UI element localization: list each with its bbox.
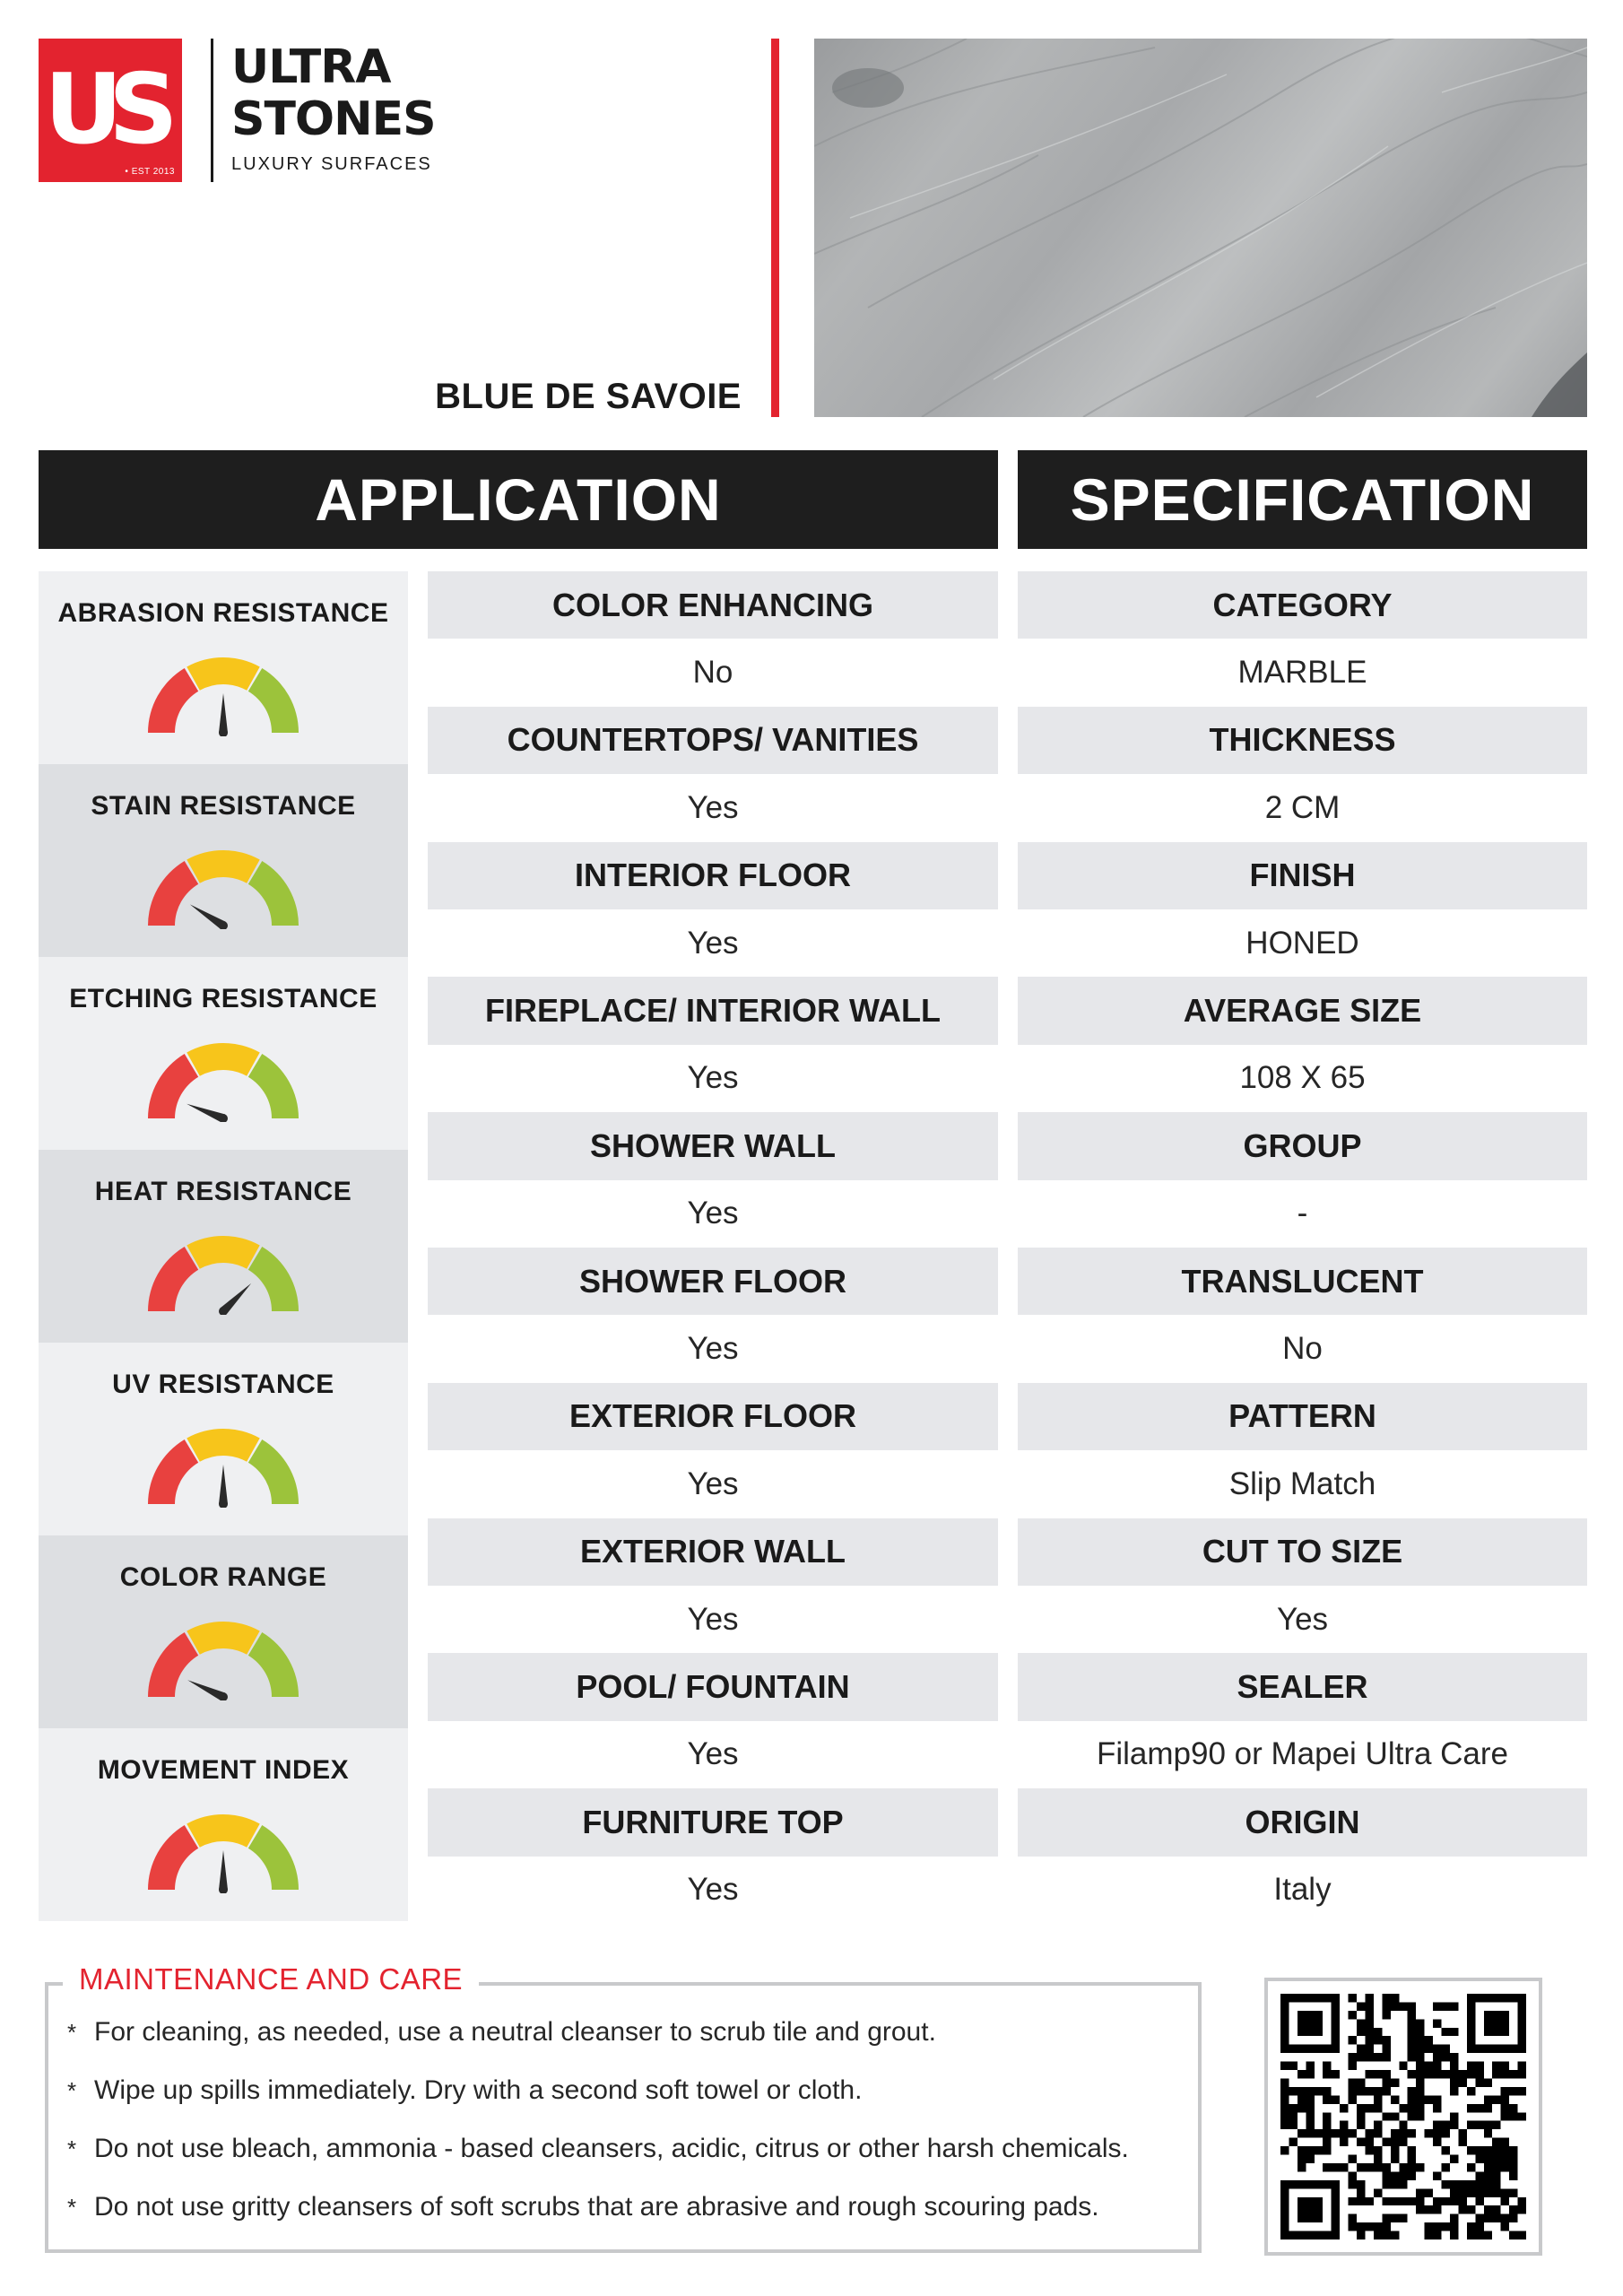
application-value: Yes [428, 1586, 998, 1653]
gauge-yellow-segment [187, 1622, 259, 1655]
gauge-yellow-segment [187, 850, 259, 883]
application-value: Yes [428, 1180, 998, 1248]
specification-label: CATEGORY [1018, 571, 1587, 639]
application-value: Yes [428, 1450, 998, 1518]
specification-label: ORIGIN [1018, 1788, 1587, 1856]
application-label: SHOWER FLOOR [428, 1248, 998, 1315]
specification-row [1018, 571, 1587, 707]
qr-code-icon[interactable] [1280, 1994, 1526, 2239]
application-label: FURNITURE TOP [428, 1788, 998, 1856]
brand-logo [39, 39, 182, 182]
gauge-red-segment [148, 1054, 198, 1118]
rating-movement [39, 1728, 408, 1921]
bullet-asterisk: * [67, 2194, 77, 2221]
specification-label: SEALER [1018, 1653, 1587, 1720]
list-item [67, 2191, 1188, 2249]
gauge-needle [219, 693, 228, 733]
gauge-red-segment [148, 861, 198, 926]
list-item [67, 2133, 1188, 2191]
specification-label: CUT TO SIZE [1018, 1518, 1587, 1586]
rating-heat [39, 1150, 408, 1343]
specification-row [1018, 1788, 1587, 1924]
specification-row [1018, 977, 1587, 1112]
brand-name [231, 41, 436, 175]
bullet-asterisk: * [67, 2077, 77, 2104]
application-row [428, 707, 998, 842]
application-value: Yes [428, 1045, 998, 1112]
application-value: No [428, 639, 998, 706]
gauge-icon [147, 1811, 299, 1893]
resistance-ratings [39, 571, 408, 1921]
rating-label: ABRASION RESISTANCE [57, 598, 389, 628]
gauge-green-segment [248, 861, 299, 926]
gauge-yellow-segment [187, 1814, 259, 1848]
application-label: POOL/ FOUNTAIN [428, 1653, 998, 1720]
specification-row [1018, 842, 1587, 978]
maintenance-text: For cleaning, as needed, use a neutral cleanser to scrub tile and grout. [94, 2017, 936, 2047]
rating-abrasion [39, 571, 408, 764]
list-item [67, 2016, 1188, 2074]
specification-table [1018, 571, 1587, 1924]
specification-row [1018, 1248, 1587, 1383]
specification-row [1018, 1653, 1587, 1788]
stone-sample-image [814, 39, 1587, 417]
rating-etching [39, 957, 408, 1150]
specification-label: GROUP [1018, 1112, 1587, 1179]
rating-stain [39, 764, 408, 957]
specification-value: 2 CM [1018, 774, 1587, 841]
application-row [428, 1788, 998, 1924]
specification-value: - [1018, 1180, 1587, 1248]
accent-bar [771, 39, 779, 417]
gauge-red-segment [148, 1247, 198, 1311]
gauge-yellow-segment [187, 657, 259, 691]
specification-label: PATTERN [1018, 1383, 1587, 1450]
application-row [428, 1112, 998, 1248]
logo-divider [211, 39, 213, 182]
bullet-asterisk: * [67, 2019, 77, 2046]
gauge-icon [147, 654, 299, 736]
application-label: EXTERIOR FLOOR [428, 1383, 998, 1450]
specification-label: AVERAGE SIZE [1018, 977, 1587, 1044]
application-row [428, 1383, 998, 1518]
gauge-green-segment [248, 668, 299, 733]
specification-value: No [1018, 1315, 1587, 1382]
gauge-green-segment [248, 1247, 299, 1311]
application-label: COUNTERTOPS/ VANITIES [428, 707, 998, 774]
specification-row [1018, 1383, 1587, 1518]
gauge-needle [219, 1850, 228, 1890]
specification-value: Yes [1018, 1586, 1587, 1653]
application-value: Yes [428, 774, 998, 841]
gauge-needle [219, 1465, 228, 1504]
application-row [428, 1653, 998, 1788]
maintenance-text: Do not use gritty cleansers of soft scrubs that are abrasive and rough scouring pads. [94, 2192, 1099, 2222]
maintenance-text: Do not use bleach, ammonia - based cleansers, acidic, citrus or other harsh chemicals. [94, 2134, 1129, 2163]
specification-value: MARBLE [1018, 639, 1587, 706]
gauge-icon [147, 1618, 299, 1700]
brand-name-line2: STONES [231, 92, 436, 146]
gauge-green-segment [248, 1825, 299, 1890]
product-name: BLUE DE SAVOIE [435, 377, 742, 416]
application-value: Yes [428, 1721, 998, 1788]
specification-value: 108 X 65 [1018, 1045, 1587, 1112]
gauge-yellow-segment [187, 1043, 259, 1076]
rating-label: MOVEMENT INDEX [97, 1755, 350, 1785]
rating-uv [39, 1343, 408, 1535]
application-label: SHOWER WALL [428, 1112, 998, 1179]
application-label: INTERIOR FLOOR [428, 842, 998, 909]
logo-monogram: US [44, 54, 164, 166]
application-row [428, 1248, 998, 1383]
specification-row [1018, 707, 1587, 842]
list-item [67, 2074, 1188, 2133]
gauge-icon [147, 1425, 299, 1508]
gauge-red-segment [148, 1825, 198, 1890]
specification-value: Slip Match [1018, 1450, 1587, 1518]
gauge-green-segment [248, 1632, 299, 1697]
application-row [428, 1518, 998, 1654]
specification-label: FINISH [1018, 842, 1587, 909]
rating-label: COLOR RANGE [119, 1562, 327, 1592]
gauge-red-segment [148, 1439, 198, 1504]
gauge-green-segment [248, 1439, 299, 1504]
specification-row [1018, 1518, 1587, 1654]
gauge-green-segment [248, 1054, 299, 1118]
application-row [428, 571, 998, 707]
specification-value: Filamp90 or Mapei Ultra Care [1018, 1721, 1587, 1788]
rating-label: STAIN RESISTANCE [91, 791, 356, 821]
maintenance-title: MAINTENANCE AND CARE [63, 1962, 479, 1996]
specification-row [1018, 1112, 1587, 1248]
application-label: COLOR ENHANCING [428, 571, 998, 639]
logo-est: • EST 2013 [125, 167, 175, 177]
rating-label: HEAT RESISTANCE [94, 1177, 352, 1206]
maintenance-list [67, 2016, 1188, 2249]
rating-label: ETCHING RESISTANCE [69, 984, 378, 1013]
maintenance-text: Wipe up spills immediately. Dry with a second soft towel or cloth. [94, 2075, 863, 2105]
specification-value: Italy [1018, 1857, 1587, 1924]
gauge-red-segment [148, 1632, 198, 1697]
application-value: Yes [428, 1315, 998, 1382]
application-header: APPLICATION [39, 450, 998, 549]
application-value: Yes [428, 1857, 998, 1924]
gauge-red-segment [148, 668, 198, 733]
specification-header: SPECIFICATION [1018, 450, 1587, 549]
application-value: Yes [428, 909, 998, 977]
specification-value: HONED [1018, 909, 1587, 977]
rating-color-range [39, 1535, 408, 1728]
application-label: FIREPLACE/ INTERIOR WALL [428, 977, 998, 1044]
application-row [428, 842, 998, 978]
application-table [428, 571, 998, 1924]
gauge-icon [147, 1232, 299, 1315]
specification-label: THICKNESS [1018, 707, 1587, 774]
brand-tagline: LUXURY SURFACES [231, 154, 432, 174]
brand-name-line1: ULTRA [231, 40, 391, 94]
gauge-yellow-segment [187, 1236, 259, 1269]
bullet-asterisk: * [67, 2135, 77, 2162]
gauge-yellow-segment [187, 1429, 259, 1462]
specification-label: TRANSLUCENT [1018, 1248, 1587, 1315]
rating-label: UV RESISTANCE [112, 1370, 334, 1399]
application-row [428, 977, 998, 1112]
gauge-icon [147, 847, 299, 929]
application-label: EXTERIOR WALL [428, 1518, 998, 1586]
gauge-icon [147, 1039, 299, 1122]
